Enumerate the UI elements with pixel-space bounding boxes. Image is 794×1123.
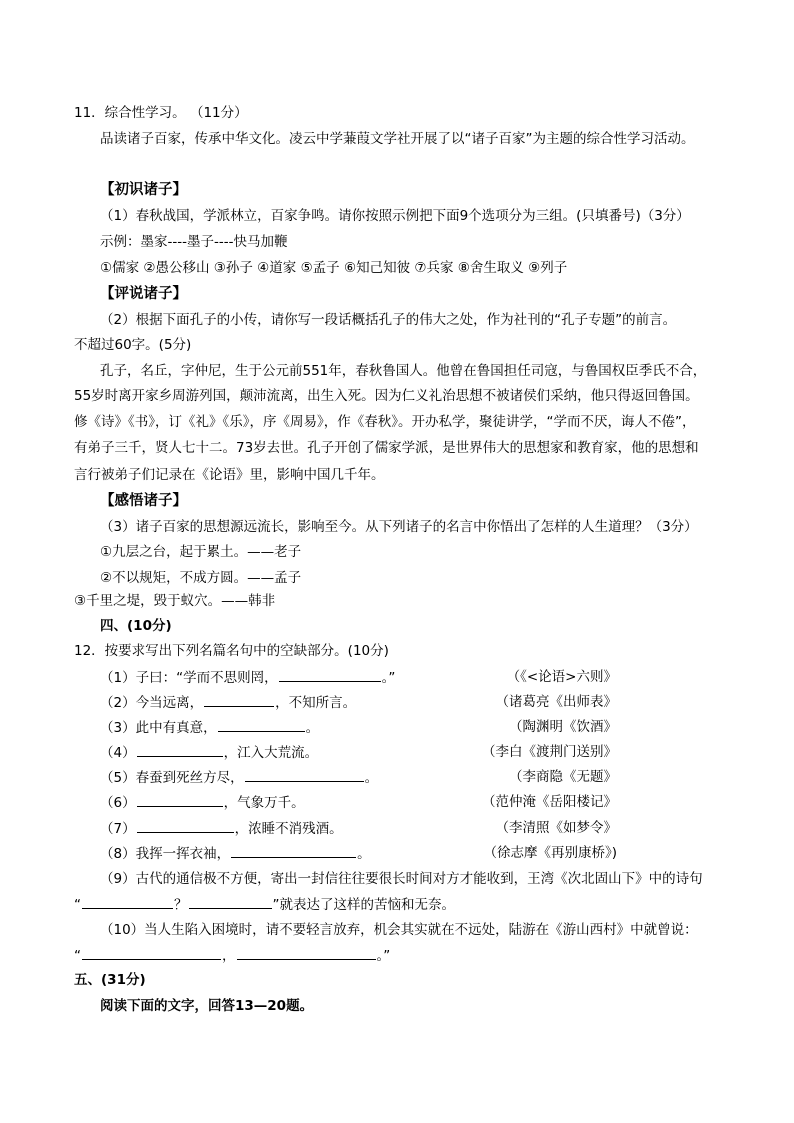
- answer-blank[interactable]: [82, 894, 173, 909]
- answer-blank[interactable]: [218, 717, 305, 732]
- fill-text: （5）春蚕到死丝方尽，: [100, 770, 244, 786]
- subquestion-3: （3）诸子百家的思想源远流长，影响至今。从下列诸子的名言中你悟出了怎样的人生道理？（3分）: [100, 519, 698, 535]
- answer-blank[interactable]: [204, 692, 274, 707]
- fill-item-6: [100, 792, 305, 813]
- source: （徐志摩《再别康桥》): [483, 845, 617, 861]
- bio-line: 55岁时离开家乡周游列国，颠沛流离，出生入死。因为仁义礼治思想不被诸侯们采纳，他只得返回鲁国。: [74, 388, 699, 404]
- part-4-heading: 四、(10分): [100, 618, 172, 634]
- source: （《<论语>六则》: [506, 669, 617, 685]
- fill-text: 。”: [376, 948, 391, 964]
- fill-text: ，气象万千。: [223, 795, 305, 811]
- answer-blank[interactable]: [137, 818, 234, 833]
- fill-text: （3）此中有真意，: [100, 720, 217, 736]
- section-heading: 【初识诸子】: [100, 182, 187, 198]
- fill-text: （6）: [100, 795, 136, 811]
- options-list: ①儒家 ②愚公移山 ③孙子 ④道家 ⑤孟子 ⑥知己知彼 ⑦兵家 ⑧舍生取义 ⑨列子: [100, 260, 568, 276]
- part-5-instruction: 阅读下面的文字，回答13—20题。: [100, 998, 314, 1014]
- answer-blank[interactable]: [245, 767, 364, 782]
- fill-text: 。: [364, 770, 379, 786]
- fill-item-10: [74, 945, 390, 966]
- fill-text: ，江入大荒流。: [223, 745, 319, 761]
- fill-item-7: [100, 818, 343, 839]
- section-heading: 【感悟诸子】: [100, 493, 187, 509]
- source: （李清照《如梦令》: [495, 820, 617, 836]
- fill-text: ，不知所言。: [275, 695, 357, 711]
- quote-mark: “: [74, 948, 81, 964]
- fill-text: （8）我挥一挥衣袖，: [100, 846, 231, 862]
- fill-text: （7）: [100, 821, 136, 837]
- bio-line: 修《诗》《书》，订《礼》《乐》，序《周易》，作《春秋》。开办私学，聚徒讲学，“学而不厌，诲人不倦”，: [74, 414, 696, 430]
- fill-text: 。: [305, 720, 320, 736]
- answer-blank[interactable]: [82, 945, 221, 960]
- fill-item-8: [100, 843, 371, 864]
- fill-item-3: [100, 717, 319, 738]
- subquestion-2-cont: 不超过60字。(5分): [74, 337, 192, 353]
- subquestion-2: （2）根据下面孔子的小传，请你写一段话概括孔子的伟大之处，作为社刊的“孔子专题”的前言。: [100, 312, 677, 328]
- bio-line: 有弟子三千，贤人七十二。73岁去世。孔子开创了儒家学派，是世界伟大的思想家和教育家，他的思想和: [74, 440, 699, 456]
- quote: ①九层之台，起于累土。——老子: [100, 544, 302, 560]
- question-mark: ？: [174, 897, 188, 913]
- quote: ③千里之堤，毁于蚁穴。——韩非: [74, 593, 276, 609]
- fill-text: （2）今当远离，: [100, 695, 204, 711]
- source: （李商隐《无题》: [509, 769, 617, 785]
- answer-blank[interactable]: [279, 667, 381, 682]
- source: （陶渊明《饮酒》: [509, 719, 617, 735]
- fill-item-5: [100, 767, 378, 788]
- fill-text: ，浓睡不消残酒。: [234, 821, 343, 837]
- fill-item-9-text: （9）古代的通信极不方便，寄出一封信往往要很长时间对方才能收到，王湾《次北固山下》中的诗句: [100, 871, 703, 887]
- answer-blank[interactable]: [189, 894, 272, 909]
- source: （范仲淹《岳阳楼记》: [482, 794, 617, 810]
- bio-line: 孔子，名丘，字仲尼，生于公元前551年，春秋鲁国人。他曾在鲁国担任司寇，与鲁国权臣季氏不合，: [100, 363, 707, 379]
- fill-text: 。: [357, 846, 371, 862]
- part-5-heading: 五、(31分): [74, 972, 146, 988]
- subquestion-1: （1）春秋战国，学派林立，百家争鸣。请你按照示例把下面9个选项分为三组。(只填番号)（3分）: [100, 208, 690, 224]
- fill-item-2: [100, 692, 356, 713]
- fill-text: ”就表达了这样的苦恼和无奈。: [272, 897, 455, 913]
- bio-line: 言行被弟子们记录在《论语》里，影响中国几千年。: [74, 467, 385, 483]
- fill-text: （1）子曰：“学而不思则罔，: [100, 670, 278, 686]
- answer-blank[interactable]: [237, 945, 376, 960]
- answer-blank[interactable]: [231, 843, 356, 858]
- question-11-title: 11．综合性学习。 （11分）: [74, 105, 248, 121]
- answer-blank[interactable]: [137, 792, 223, 807]
- question-11-intro: 品读诸子百家，传承中华文化。凌云中学蒹葭文学社开展了以“诸子百家”为主题的综合性学习活动。: [100, 131, 695, 147]
- question-12-title: 12．按要求写出下列名篇名句中的空缺部分。(10分): [74, 643, 389, 659]
- comma: ，: [222, 948, 236, 964]
- fill-text: 。”: [381, 670, 396, 686]
- fill-item-4: [100, 742, 318, 763]
- fill-item-9: [74, 894, 455, 915]
- answer-blank[interactable]: [137, 742, 223, 757]
- fill-text: （4）: [100, 745, 136, 761]
- example-text: 示例：墨家----墨子----快马加鞭: [100, 234, 288, 250]
- quote-mark: “: [74, 897, 81, 913]
- quote: ②不以规矩，不成方圆。——孟子: [100, 570, 302, 586]
- fill-item-10-text: （10）当人生陷入困境时，请不要轻言放弃，机会其实就在不远处，陆游在《游山西村》中就曾说：: [100, 922, 698, 938]
- source: （李白《渡荆门送别》: [482, 744, 617, 760]
- source: （诸葛亮《出师表》: [495, 694, 617, 710]
- section-heading: 【评说诸子】: [100, 286, 187, 302]
- fill-item-1: [100, 667, 395, 688]
